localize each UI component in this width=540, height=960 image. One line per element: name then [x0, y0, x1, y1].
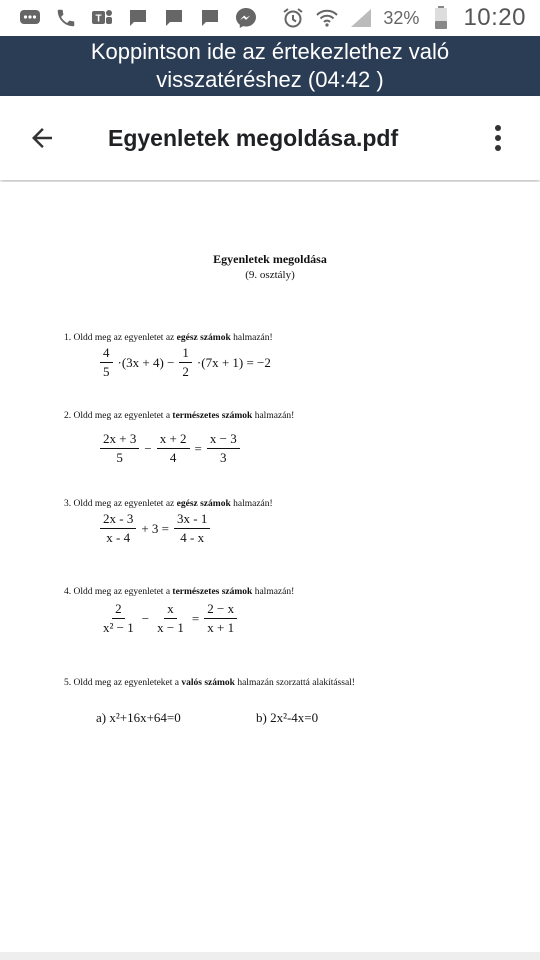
- message-icon: [162, 6, 186, 30]
- task-4: 4. Oldd meg az egyenletet a természetes számok halmazán!: [64, 587, 295, 597]
- doc-subheading: (9. osztály): [245, 269, 295, 281]
- battery-percent: 32%: [383, 7, 420, 28]
- phone-icon: [54, 6, 78, 30]
- chat-bubble-icon: [18, 6, 42, 30]
- equation-4: $\frac{2}{\text{x² − 1}}$ − $\frac{x}{x - 1}$ = $\frac{2 - x}{x + 1}$: [98, 602, 239, 635]
- task-1: 1. Oldd meg az egyenletet az egész számok halmazán!: [64, 333, 273, 343]
- page-bottom-divider: [0, 952, 540, 960]
- teams-icon: [90, 6, 114, 30]
- message-icon: [126, 6, 150, 30]
- task-5: 5. Oldd meg az egyenleteket a valós számok halmazán szorzattá alakítással!: [64, 678, 355, 688]
- pdf-page[interactable]: [0, 182, 540, 952]
- task-3: 3. Oldd meg az egyenletet az egész számok halmazán!: [64, 499, 273, 509]
- more-options-button[interactable]: [456, 96, 540, 180]
- clock: 10:20: [463, 4, 526, 31]
- equation-5a: a) x²+16x+64=0: [96, 710, 181, 725]
- back-button[interactable]: [0, 96, 84, 180]
- equation-5b: b) 2x²-4x=0: [256, 710, 319, 725]
- more-vert-icon: [494, 124, 502, 152]
- equation-2: $\frac{2x + 3}{5}$ − $\frac{x + 2}{4}$ = $\frac{x - 3}{3}$: [98, 432, 242, 465]
- message-icon: [198, 6, 222, 30]
- wifi-icon: [315, 6, 339, 30]
- return-to-meeting-banner[interactable]: [0, 36, 540, 96]
- app-toolbar: [0, 96, 540, 180]
- svg-text:T: T: [95, 13, 102, 25]
- signal-icon: [349, 6, 373, 30]
- equation-3: $\frac{2x - 3}{x - 4}$ + 3 = $\frac{3x - 1}{4 - x}$: [98, 512, 212, 545]
- task-2: 2. Oldd meg az egyenletet a természetes számok halmazán!: [64, 411, 295, 421]
- doc-heading: Egyenletek megoldása: [213, 252, 327, 266]
- arrow-back-icon: [27, 123, 57, 153]
- document-title: Egyenletek megoldása.pdf: [108, 124, 399, 151]
- banner-line-2: visszatéréshez (04:42 ): [156, 67, 384, 92]
- equation-1: $\frac{4}{5}$ ·(3x + 4) − $\frac{1}{2}$ ·(7x + 1) = −2: [98, 346, 274, 379]
- alarm-icon: [281, 6, 305, 30]
- battery-icon: [429, 6, 453, 30]
- banner-line-1: Koppintson ide az értekezlethez való: [90, 39, 450, 64]
- status-bar: [0, 0, 540, 36]
- messenger-icon: [234, 6, 258, 30]
